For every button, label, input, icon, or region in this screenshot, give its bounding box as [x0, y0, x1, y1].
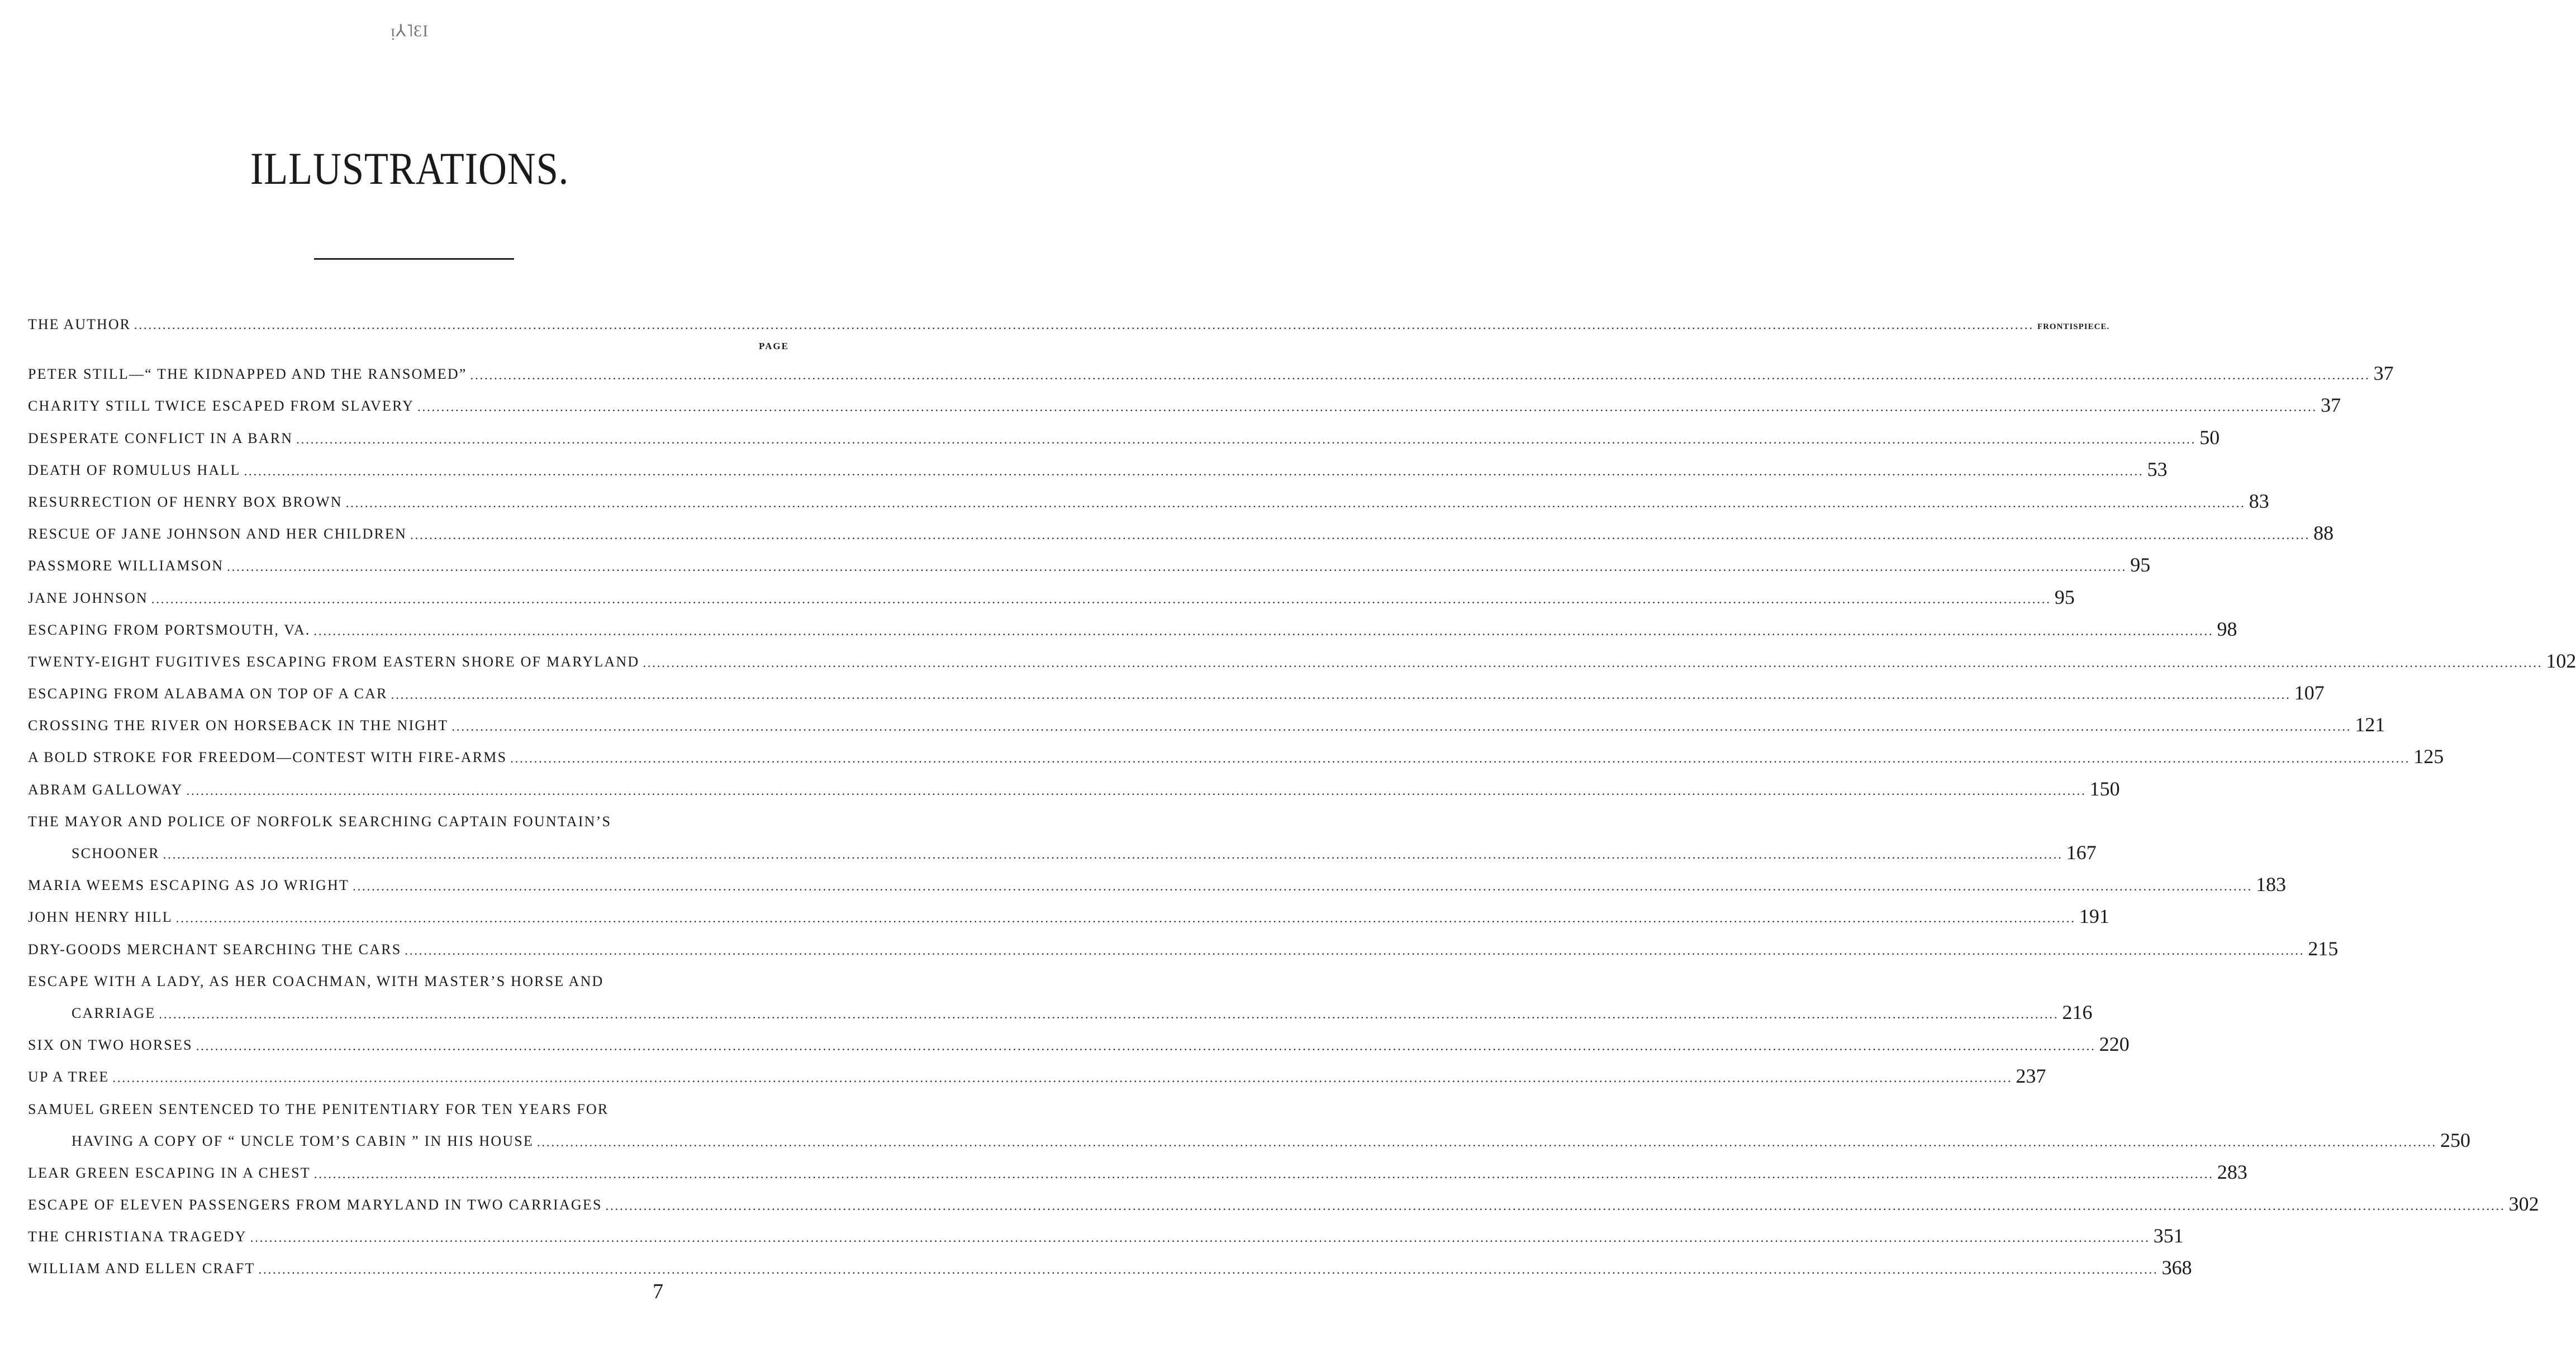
page-number: 95	[2054, 585, 2075, 608]
list-item	[28, 1059, 2046, 1091]
page-number: 191	[2079, 905, 2109, 928]
list-item	[28, 771, 2120, 803]
dot-leader: ................................................................................................................................................................................................................................................................................................................................................................................................................	[417, 400, 2318, 415]
dot-leader: ................................................................................................................................................................................................................................................................................................................................................................................................................	[163, 847, 2063, 861]
dot-leader: ................................................................................................................................................................................................................................................................................................................................................................................................................	[353, 879, 2253, 894]
entry-line	[28, 868, 2287, 899]
list-item	[28, 1187, 2539, 1219]
entry-line	[28, 580, 2075, 612]
page-number: 88	[2313, 522, 2334, 545]
entry-title: A BOLD STROKE FOR FREEDOM—CONTEST WITH FIRE-ARMS	[28, 749, 507, 766]
entry-title: PETER STILL—“ THE KIDNAPPED AND THE RANSOMED”	[28, 366, 467, 383]
entry-title: RESURRECTION OF HENRY BOX BROWN	[28, 493, 343, 510]
page-number: 250	[2440, 1128, 2471, 1151]
list-item	[28, 804, 2097, 868]
page-number: 150	[2089, 777, 2120, 800]
entry-title: LEAR GREEN ESCAPING IN A CHEST	[28, 1164, 311, 1181]
entry-line	[28, 964, 789, 995]
dot-leader: ................................................................................................................................................................................................................................................................................................................................................................................................................	[313, 623, 2214, 638]
entry-title: THE CHRISTIANA TRAGEDY	[28, 1228, 247, 1245]
dot-leader: ................................................................................................................................................................................................................................................................................................................................................................................................................	[227, 560, 2127, 574]
entry-title: ESCAPE WITH A LADY, AS HER COACHMAN, WITH MASTER’S HORSE AND	[28, 973, 604, 989]
entry-title: SIX ON TWO HORSES	[28, 1037, 193, 1054]
page-number: 283	[2217, 1160, 2247, 1183]
list-item	[28, 964, 2093, 1027]
dot-leader: ................................................................................................................................................................................................................................................................................................................................................................................................................	[244, 464, 2144, 478]
list-item	[28, 1155, 2247, 1187]
frontispiece-marker: FRONTISPIECE.	[2037, 322, 2110, 331]
dot-leader: ................................................................................................................................................................................................................................................................................................................................................................................................................	[112, 1071, 2013, 1085]
entry-line	[28, 708, 2385, 740]
page-number: 121	[2355, 713, 2385, 736]
page-number: 37	[2321, 394, 2341, 417]
entry-line	[28, 1091, 789, 1123]
page-number: 351	[2153, 1225, 2184, 1247]
frontispiece-label: THE AUTHOR	[28, 316, 131, 332]
page-number: 215	[2308, 937, 2339, 960]
entry-title: ESCAPING FROM ALABAMA ON TOP OF A CAR	[28, 685, 388, 702]
entry-title: SAMUEL GREEN SENTENCED TO THE PENITENTIARY FOR TEN YEARS FOR	[28, 1101, 609, 1117]
entry-title: PASSMORE WILLIAMSON	[28, 558, 224, 574]
entry-line	[28, 899, 2109, 931]
entry-line	[28, 771, 2120, 803]
list-item	[28, 548, 2151, 580]
list-item	[28, 644, 2576, 676]
dot-leader: ................................................................................................................................................................................................................................................................................................................................................................................................................	[391, 688, 2291, 702]
page-number: 83	[2249, 489, 2269, 512]
page-number: 237	[2016, 1065, 2046, 1088]
list-item	[28, 356, 2394, 388]
list-item	[28, 931, 2339, 963]
entry-title: CROSSING THE RIVER ON HORSEBACK IN THE NIGHT	[28, 717, 449, 734]
dot-leader: ................................................................................................................................................................................................................................................................................................................................................................................................................	[470, 368, 2370, 383]
entry-title: TWENTY-EIGHT FUGITIVES ESCAPING FROM EASTERN SHORE OF MARYLAND	[28, 653, 640, 670]
page-mark: ᴉ⅄˥ƐI	[390, 22, 429, 40]
dot-leader: ................................................................................................................................................................................................................................................................................................................................................................................................................	[345, 496, 2246, 510]
entry-line	[28, 548, 2151, 580]
illustrations-list	[28, 356, 2576, 1283]
entry-line	[28, 804, 789, 836]
entry-title: ESCAPE OF ELEVEN PASSENGERS FROM MARYLAND IN TWO CARRIAGES	[28, 1197, 602, 1213]
page-number: 95	[2130, 554, 2151, 577]
page-number: 183	[2256, 873, 2287, 896]
page-number: 98	[2217, 617, 2237, 640]
entry-title: DRY-GOODS MERCHANT SEARCHING THE CARS	[28, 941, 402, 958]
page-number: 368	[2161, 1256, 2192, 1279]
list-item	[28, 388, 2341, 420]
entry-line	[28, 420, 2220, 452]
list-item	[28, 516, 2334, 548]
dot-leader: ................................................................................................................................................................................................................................................................................................................................................................................................................	[405, 943, 2305, 958]
entry-title: THE MAYOR AND POLICE OF NORFOLK SEARCHING CAPTAIN FOUNTAIN’S	[28, 813, 612, 830]
list-item	[28, 484, 2269, 516]
list-item	[28, 676, 2325, 708]
page-number: 50	[2199, 426, 2220, 449]
entry-title: MARIA WEEMS ESCAPING AS JO WRIGHT	[28, 877, 350, 894]
entry-title: DESPERATE CONFLICT IN A BARN	[28, 430, 293, 446]
entry-title: UP A TREE	[28, 1069, 110, 1085]
dot-leader: ................................................................................................................................................................................................................................................................................................................................................................................................................	[313, 1166, 2214, 1181]
list-item	[28, 708, 2385, 740]
entry-line	[28, 1251, 2192, 1283]
frontispiece-row	[28, 316, 2110, 339]
dot-leader: ................................................................................................................................................................................................................................................................................................................................................................................................................	[605, 1199, 2506, 1213]
entry-title: WILLIAM AND ELLEN CRAFT	[28, 1260, 255, 1277]
dot-leader: ................................................................................................................................................................................................................................................................................................................................................................................................................	[296, 432, 2197, 446]
entry-title: CARRIAGE	[72, 1004, 156, 1021]
entry-line	[28, 612, 2237, 644]
list-item	[28, 740, 2444, 771]
page-number: 167	[2066, 841, 2097, 864]
dot-leader: ................................................................................................................................................................................................................................................................................................................................................................................................................	[258, 1263, 2159, 1277]
page-column-header: PAGE	[759, 341, 789, 351]
entry-line	[28, 995, 2093, 1027]
page-number: 102	[2546, 649, 2576, 672]
entry-title: ABRAM GALLOWAY	[28, 781, 183, 798]
entry-line	[28, 1027, 2130, 1059]
entry-line	[28, 1187, 2539, 1219]
entry-title: HAVING A COPY OF “ UNCLE TOM’S CABIN ” IN HIS HOUSE	[72, 1132, 534, 1149]
entry-title: JANE JOHNSON	[28, 589, 148, 606]
entry-line	[28, 484, 2269, 516]
list-item	[28, 420, 2220, 452]
title-rule	[314, 258, 514, 260]
list-item	[28, 1251, 2192, 1283]
entry-line	[28, 516, 2334, 548]
entry-title: SCHOONER	[72, 845, 160, 861]
page-number: 37	[2373, 362, 2394, 385]
entry-line	[28, 676, 2325, 708]
entry-line	[28, 1123, 2471, 1155]
list-item	[28, 452, 2168, 484]
entry-line	[28, 1219, 2184, 1251]
list-item	[28, 1219, 2184, 1251]
dot-leader: ................................................................................................................................................................................................................................................................................................................................................................................................................	[151, 592, 2051, 606]
page-number: 107	[2294, 682, 2325, 704]
list-item	[28, 1027, 2130, 1059]
entry-line	[28, 931, 2339, 963]
entry-title: CHARITY STILL TWICE ESCAPED FROM SLAVERY	[28, 398, 415, 415]
dot-leader: ................................................................................................................................................................................................................................................................................................................................................................................................................	[196, 1039, 2096, 1054]
list-item	[28, 899, 2109, 931]
folio-number: 7	[653, 1280, 663, 1303]
page-number: 53	[2147, 458, 2168, 480]
dot-leader: ................................................................................................................................................................................................................................................................................................................................................................................................................	[159, 1007, 2059, 1021]
entry-title: JOHN HENRY HILL	[28, 909, 173, 926]
page-number: 302	[2508, 1193, 2539, 1216]
entry-line	[28, 1059, 2046, 1091]
entry-line	[28, 740, 2444, 771]
dot-leader: ................................................................................................................................................................................................................................................................................................................................................................................................................	[451, 720, 2352, 734]
dot-leader: ................................................................................................................................................................................................................................................................................................................................................................................................................	[537, 1135, 2437, 1149]
entry-title: RESCUE OF JANE JOHNSON AND HER CHILDREN	[28, 526, 407, 542]
entry-line	[28, 644, 2576, 676]
list-item	[28, 580, 2075, 612]
page-title: ILLUSTRATIONS.	[250, 143, 569, 194]
entry-line	[28, 836, 2097, 868]
dot-leader: ................................................................................................................................................................................................................................................................................................................................................................................................................	[134, 318, 2034, 332]
entry-line	[28, 452, 2168, 484]
entry-title: ESCAPING FROM PORTSMOUTH, VA.	[28, 621, 311, 638]
dot-leader: ................................................................................................................................................................................................................................................................................................................................................................................................................	[410, 528, 2311, 542]
list-item	[28, 1091, 2471, 1155]
page-number: 125	[2413, 745, 2444, 768]
page-number: 220	[2099, 1033, 2130, 1056]
entry-title: DEATH OF ROMULUS HALL	[28, 461, 241, 478]
dot-leader: ................................................................................................................................................................................................................................................................................................................................................................................................................	[175, 911, 2076, 926]
dot-leader: ................................................................................................................................................................................................................................................................................................................................................................................................................	[186, 783, 2087, 798]
dot-leader: ................................................................................................................................................................................................................................................................................................................................................................................................................	[250, 1231, 2150, 1245]
list-item	[28, 612, 2237, 644]
entry-line	[28, 388, 2341, 420]
page-number: 216	[2062, 1001, 2093, 1023]
entry-line	[28, 1155, 2247, 1187]
dot-leader: ................................................................................................................................................................................................................................................................................................................................................................................................................	[643, 655, 2543, 670]
entry-line	[28, 356, 2394, 388]
dot-leader: ................................................................................................................................................................................................................................................................................................................................................................................................................	[510, 751, 2411, 766]
list-item	[28, 868, 2287, 899]
